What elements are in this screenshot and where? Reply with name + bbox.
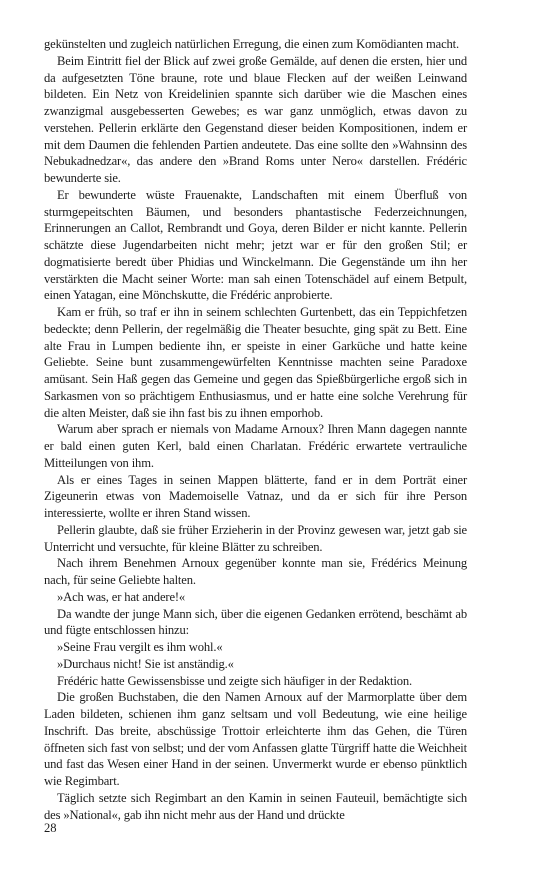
paragraph: Nach ihrem Benehmen Arnoux gegenüber konnte man sie, Frédérics Meinung nach, für seine Geliebte halten. — [44, 556, 467, 587]
paragraph: Täglich setzte sich Regimbart an den Kamin in seinen Fauteuil, bemächtigte sich des »National«, gab ihn nicht mehr aus der Hand und drückte — [44, 790, 467, 822]
paragraph: Kam er früh, so traf er ihn in seinem schlechten Gurtenbett, das ein Teppichfetzen bedeckte; denn Pellerin, der regelmäßig die Theater besuchte, ging spät zu Bett. Eine alte Frau in Lumpen bediente ihn, er speiste in einer Garküche und hatte keine Geliebte. Seine bunt zusammengewürfelten Kenntnisse machten seine Paradoxe amüsant. Sein Haß gegen das Gemeine und gegen das Spießbürgerliche ergoß sich in Sarkasmen von so prächtigem Enthusiasmus, und er hatte eine solche Verehrung für die alten Meister, daß sie ihn fast bis zu ihnen emporhob. — [44, 305, 467, 420]
dialogue-line: »Durchaus nicht! Sie ist anständig.« — [57, 656, 234, 671]
paragraph: Warum aber sprach er niemals von Madame Arnoux? Ihren Mann dagegen nannte er bald einen guten Kerl, bald einen Charlatan. Frédéric erwartete vertrauliche Mitteilungen von ihm. — [44, 422, 467, 470]
paragraph: Als er eines Tages in seinen Mappen blätterte, fand er in dem Porträt einer Zigeunerin etwas von Mademoiselle Vatnaz, und da er sich für ihre Person interessierte, wollte er ihren Stand wissen. — [44, 472, 467, 520]
dialogue-line: »Seine Frau vergilt es ihm wohl.« — [57, 640, 223, 654]
paragraph: gekünstelten und zugleich natürlichen Erregung, die einen zum Komödianten macht. — [44, 37, 460, 51]
paragraph: Beim Eintritt fiel der Blick auf zwei große Gemälde, auf denen die ersten, hier und da aufgesetzten Töne braune, rote und blaue Flecken auf der weißen Leinwand bildeten. Ein Netz von Kreidelinien spannte sich darüber wie die Maschen eines zwanzigmal ausgebesserten Gewebes; es war ganz unmöglich, etwas davon zu verstehen. Pellerin erklärte den Gegenstand dieser beiden Kompositionen, indem er mit dem Daumen die fehlenden Partien andeutete. Das eine sollte den »Wahnsinn des Nebukadnedzar«, das andere den »Brand Roms unter Nero« darstellen. Frédéric bewunderte sie. — [44, 53, 467, 185]
paragraph: Er bewunderte wüste Frauenakte, Landschaften mit einem Überfluß von sturmgepeitschten Bäumen, und besonders phantastische Federzeichnungen, Erinnerungen an Callot, Rembrandt und Goya, deren Bilder er nicht kannte. Pellerin schätzte diese Jugendarbeiten nicht mehr; jetzt war er für den großen Stil; er dogmatisierte beredt über Phidias und Winckelmann. Die Gegenstände um ihn her verstärkten die Macht seiner Worte: man sah einen Totenschädel auf einem Betpult, einen Yatagan, eine Mönchskutte, die Frédéric anprobierte. — [44, 187, 467, 303]
paragraph: Die großen Buchstaben, die den Namen Arnoux auf der Marmorplatte über dem Laden bildeten, schienen ihm ganz seltsam und voll Bedeutung, wie eine heilige Inschrift. Das breite, abschüssige Trottoir erleichterte ihm das Gehen, die Türen öffneten sich fast von selbst; und der vom Anfassen glatte Türgriff hatte die Weichheit und fast das Wesen einer Hand in der seinen. Unvermerkt wurde er ebenso pünktlich wie Regimbart. — [44, 690, 467, 788]
paragraph: Pellerin glaubte, daß sie früher Erzieherin in der Provinz gewesen war, jetzt gab sie Unterricht und versuchte, für kleine Blätter zu schreiben. — [44, 522, 467, 554]
dialogue-line: »Ach was, er hat andere!« — [57, 589, 186, 604]
page-body — [44, 36, 467, 823]
page-number: 28 — [44, 821, 57, 835]
paragraph: Frédéric hatte Gewissensbisse und zeigte sich häufiger in der Redaktion. — [57, 673, 413, 688]
paragraph: Da wandte der junge Mann sich, über die eigenen Gedanken errötend, beschämt ab und fügte entschlossen hinzu: — [44, 606, 467, 638]
